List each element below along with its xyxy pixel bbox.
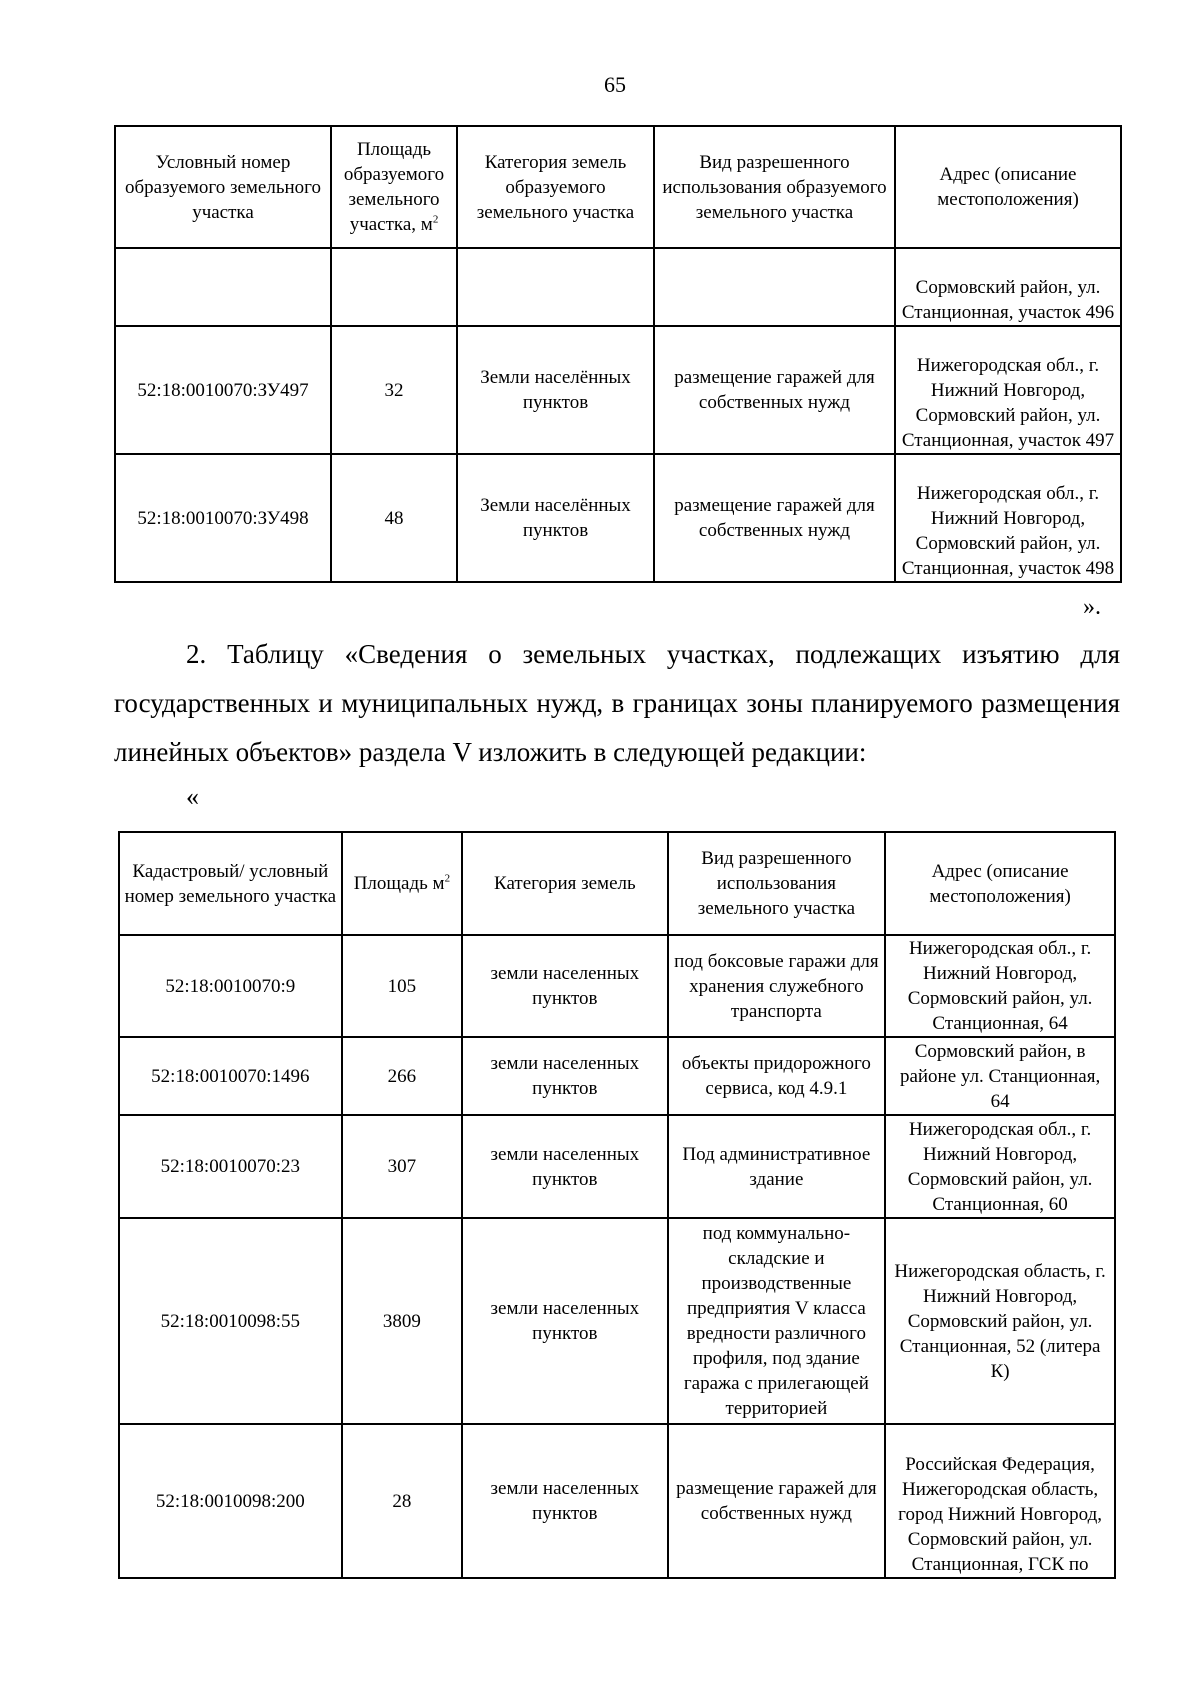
header-cell-address: Адрес (описание местоположения) xyxy=(895,126,1121,248)
table-header-row xyxy=(115,126,1121,248)
header-cell-use: Вид разрешенного использования земельного участка xyxy=(668,832,886,935)
cell-use xyxy=(654,248,895,326)
cell-area: 307 xyxy=(342,1115,462,1218)
cell-area: 3809 xyxy=(342,1218,462,1424)
cell-area xyxy=(331,248,457,326)
cell-id: 52:18:0010070:ЗУ498 xyxy=(115,454,331,582)
cell-id: 52:18:0010070:9 xyxy=(119,935,342,1037)
cell-category: земли населенных пунктов xyxy=(462,1115,667,1218)
cell-use: размещение гаражей для собственных нужд xyxy=(654,454,895,582)
cell-use: объекты придорожного сервиса, код 4.9.1 xyxy=(668,1037,886,1115)
paragraph-text: 2. Таблицу «Сведения о земельных участках, подлежащих изъятию для государственных и муниципальных нужд, в границах зоны планируемого размещения линейных объектов» раздела V изложить в следующей редакции: xyxy=(114,639,1120,767)
cell-id: 52:18:0010098:200 xyxy=(119,1424,342,1578)
cell-category: земли населенных пунктов xyxy=(462,1218,667,1424)
cell-use: размещение гаражей для собственных нужд xyxy=(654,326,895,454)
table-formed-plots xyxy=(114,125,1122,583)
cell-address: Нижегородская обл., г. Нижний Новгород, Сормовский район, ул. Станционная, 64 xyxy=(885,935,1115,1037)
cell-category: земли населенных пунктов xyxy=(462,1037,667,1115)
header-cell-use: Вид разрешенного использования образуемого земельного участка xyxy=(654,126,895,248)
cell-area: 48 xyxy=(331,454,457,582)
cell-category: земли населенных пунктов xyxy=(462,1424,667,1578)
cell-address: Нижегородская обл., г. Нижний Новгород, Сормовский район, ул. Станционная, участок 498 xyxy=(895,454,1121,582)
cell-category: земли населенных пунктов xyxy=(462,935,667,1037)
table-header-row xyxy=(119,832,1115,935)
cell-area: 266 xyxy=(342,1037,462,1115)
body-paragraph xyxy=(114,630,1120,777)
header-cell-id: Условный номер образуемого земельного участка xyxy=(115,126,331,248)
header-cell-area xyxy=(342,832,462,935)
header-area-superscript: 2 xyxy=(444,872,451,885)
header-cell-address: Адрес (описание местоположения) xyxy=(885,832,1115,935)
opening-quote: « xyxy=(186,782,199,811)
page-number: 65 xyxy=(604,72,626,97)
cell-area: 105 xyxy=(342,935,462,1037)
table-row xyxy=(119,1037,1115,1115)
cell-use: Под административное здание xyxy=(668,1115,886,1218)
cell-address: Российская Федерация, Нижегородская область, город Нижний Новгород, Сормовский район, ул. Станционная, ГСК по xyxy=(885,1424,1115,1578)
table-row xyxy=(119,1424,1115,1578)
cell-address: Сормовский район, в районе ул. Станционная, 64 xyxy=(885,1037,1115,1115)
header-cell-id: Кадастровый/ условный номер земельного участка xyxy=(119,832,342,935)
table-plots-for-seizure xyxy=(118,831,1116,1579)
header-area-text: Площадь образуемого земельного участка, м xyxy=(343,139,445,235)
table-row xyxy=(119,1115,1115,1218)
table-row xyxy=(115,326,1121,454)
cell-area: 28 xyxy=(342,1424,462,1578)
header-cell-category: Категория земель xyxy=(462,832,667,935)
cell-id: 52:18:0010070:ЗУ497 xyxy=(115,326,331,454)
header-cell-category: Категория земель образуемого земельного участка xyxy=(457,126,654,248)
closing-quote: ». xyxy=(1083,594,1101,620)
cell-address: Сормовский район, ул. Станционная, участок 496 xyxy=(895,248,1121,326)
table-row xyxy=(115,248,1121,326)
table-row xyxy=(119,935,1115,1037)
cell-area: 32 xyxy=(331,326,457,454)
header-cell-area xyxy=(331,126,457,248)
cell-address: Нижегородская обл., г. Нижний Новгород, Сормовский район, ул. Станционная, участок 497 xyxy=(895,326,1121,454)
header-area-text: Площадь м xyxy=(353,873,445,894)
cell-id xyxy=(115,248,331,326)
cell-id: 52:18:0010070:1496 xyxy=(119,1037,342,1115)
table-row xyxy=(119,1218,1115,1424)
table-row xyxy=(115,454,1121,582)
cell-use: размещение гаражей для собственных нужд xyxy=(668,1424,886,1578)
cell-address: Нижегородская область, г. Нижний Новгород, Сормовский район, ул. Станционная, 52 (литера К) xyxy=(885,1218,1115,1424)
cell-id: 52:18:0010098:55 xyxy=(119,1218,342,1424)
cell-category: Земли населённых пунктов xyxy=(457,454,654,582)
header-area-superscript: 2 xyxy=(432,213,439,226)
cell-id: 52:18:0010070:23 xyxy=(119,1115,342,1218)
cell-address: Нижегородская обл., г. Нижний Новгород, Сормовский район, ул. Станционная, 60 xyxy=(885,1115,1115,1218)
cell-category: Земли населённых пунктов xyxy=(457,326,654,454)
cell-use: под коммунально-складские и производственные предприятия V класса вредности различного профиля, под здание гаража с прилегающей территорией xyxy=(668,1218,886,1424)
cell-category xyxy=(457,248,654,326)
cell-use: под боксовые гаражи для хранения служебного транспорта xyxy=(668,935,886,1037)
